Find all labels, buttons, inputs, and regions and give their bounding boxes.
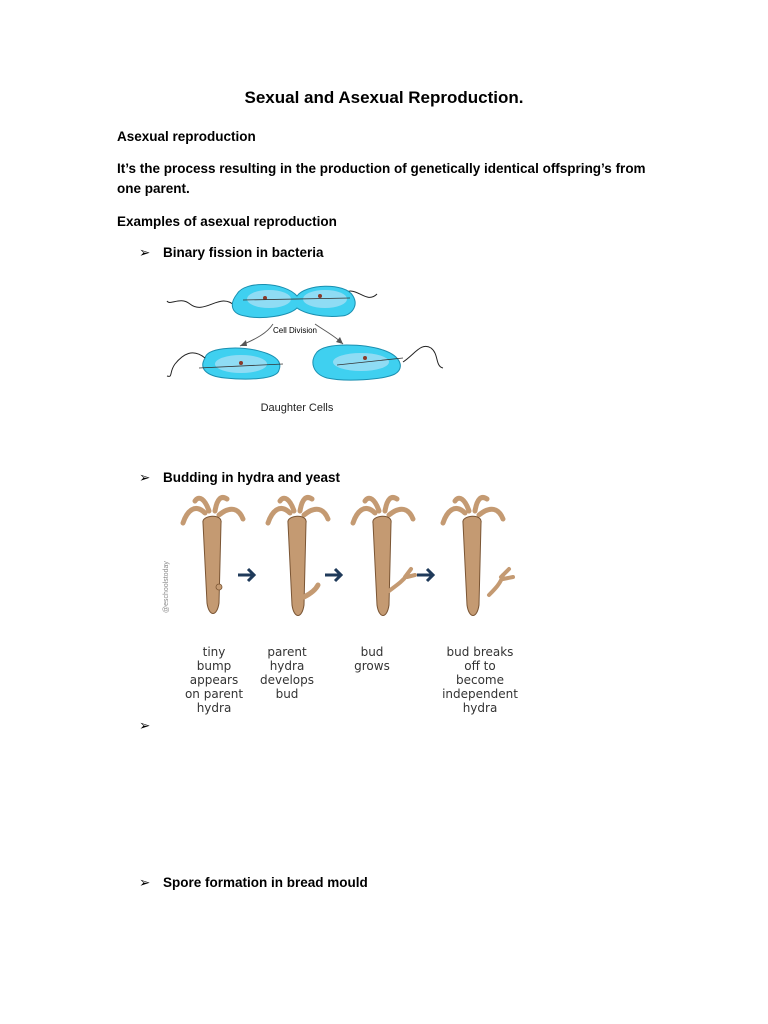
examples-heading: Examples of asexual reproduction [117, 214, 337, 229]
bullet-budding [139, 470, 340, 486]
hydra-stage-4 [443, 498, 513, 616]
binary-fission-figure [165, 276, 445, 421]
svg-text:bud breaks: bud breaks [446, 645, 514, 659]
bullet-arrow-icon: ➢ [139, 718, 151, 733]
bullet-arrow-icon: ➢ [139, 470, 151, 485]
daughter-cells-label: Daughter Cells [260, 402, 334, 414]
arrow-icon [238, 569, 254, 581]
svg-text:hydra: hydra [196, 701, 232, 715]
bullet-empty [139, 718, 163, 734]
hydra-stage-1 [183, 498, 243, 614]
bullet-label: Binary fission in bacteria [163, 245, 324, 260]
hydra-stage-2 [268, 498, 328, 616]
arrow-icon [325, 569, 341, 581]
svg-text:tiny: tiny [202, 645, 226, 659]
svg-text:bud: bud [275, 687, 299, 701]
watermark: @eschoolstoday [163, 561, 170, 613]
caption-stage-4 [442, 645, 518, 715]
svg-text:parent: parent [267, 645, 307, 659]
bullet-label: Spore formation in bread mould [163, 875, 368, 890]
section-heading: Asexual reproduction [117, 129, 256, 144]
caption-stage-3 [354, 645, 390, 673]
svg-text:become: become [455, 673, 505, 687]
definition-paragraph: It’s the process resulting in the production of genetically identical offspring’s from one parent. [117, 161, 646, 196]
svg-text:grows: grows [354, 659, 390, 673]
svg-text:bump: bump [196, 659, 232, 673]
hydra-stage-3 [353, 498, 415, 616]
svg-text:independent: independent [442, 687, 518, 701]
cell-division-label: Cell Division [272, 326, 318, 335]
svg-text:hydra: hydra [269, 659, 305, 673]
caption-stage-1 [185, 645, 243, 715]
budding-figure [160, 493, 540, 720]
svg-text:on parent: on parent [184, 687, 244, 701]
svg-text:bud: bud [360, 645, 384, 659]
bullet-spore-formation [139, 875, 368, 891]
arrow-icon [417, 569, 433, 581]
svg-text:hydra: hydra [462, 701, 498, 715]
svg-text:appears: appears [189, 673, 239, 687]
bullet-arrow-icon: ➢ [139, 875, 151, 890]
bullet-arrow-icon: ➢ [139, 245, 151, 260]
svg-text:off to: off to [464, 659, 496, 673]
bullet-label: Budding in hydra and yeast [163, 470, 341, 485]
page-title: Sexual and Asexual Reproduction. [244, 88, 524, 107]
caption-stage-2 [260, 645, 314, 701]
bullet-binary-fission [139, 245, 324, 261]
svg-text:develops: develops [259, 673, 315, 687]
